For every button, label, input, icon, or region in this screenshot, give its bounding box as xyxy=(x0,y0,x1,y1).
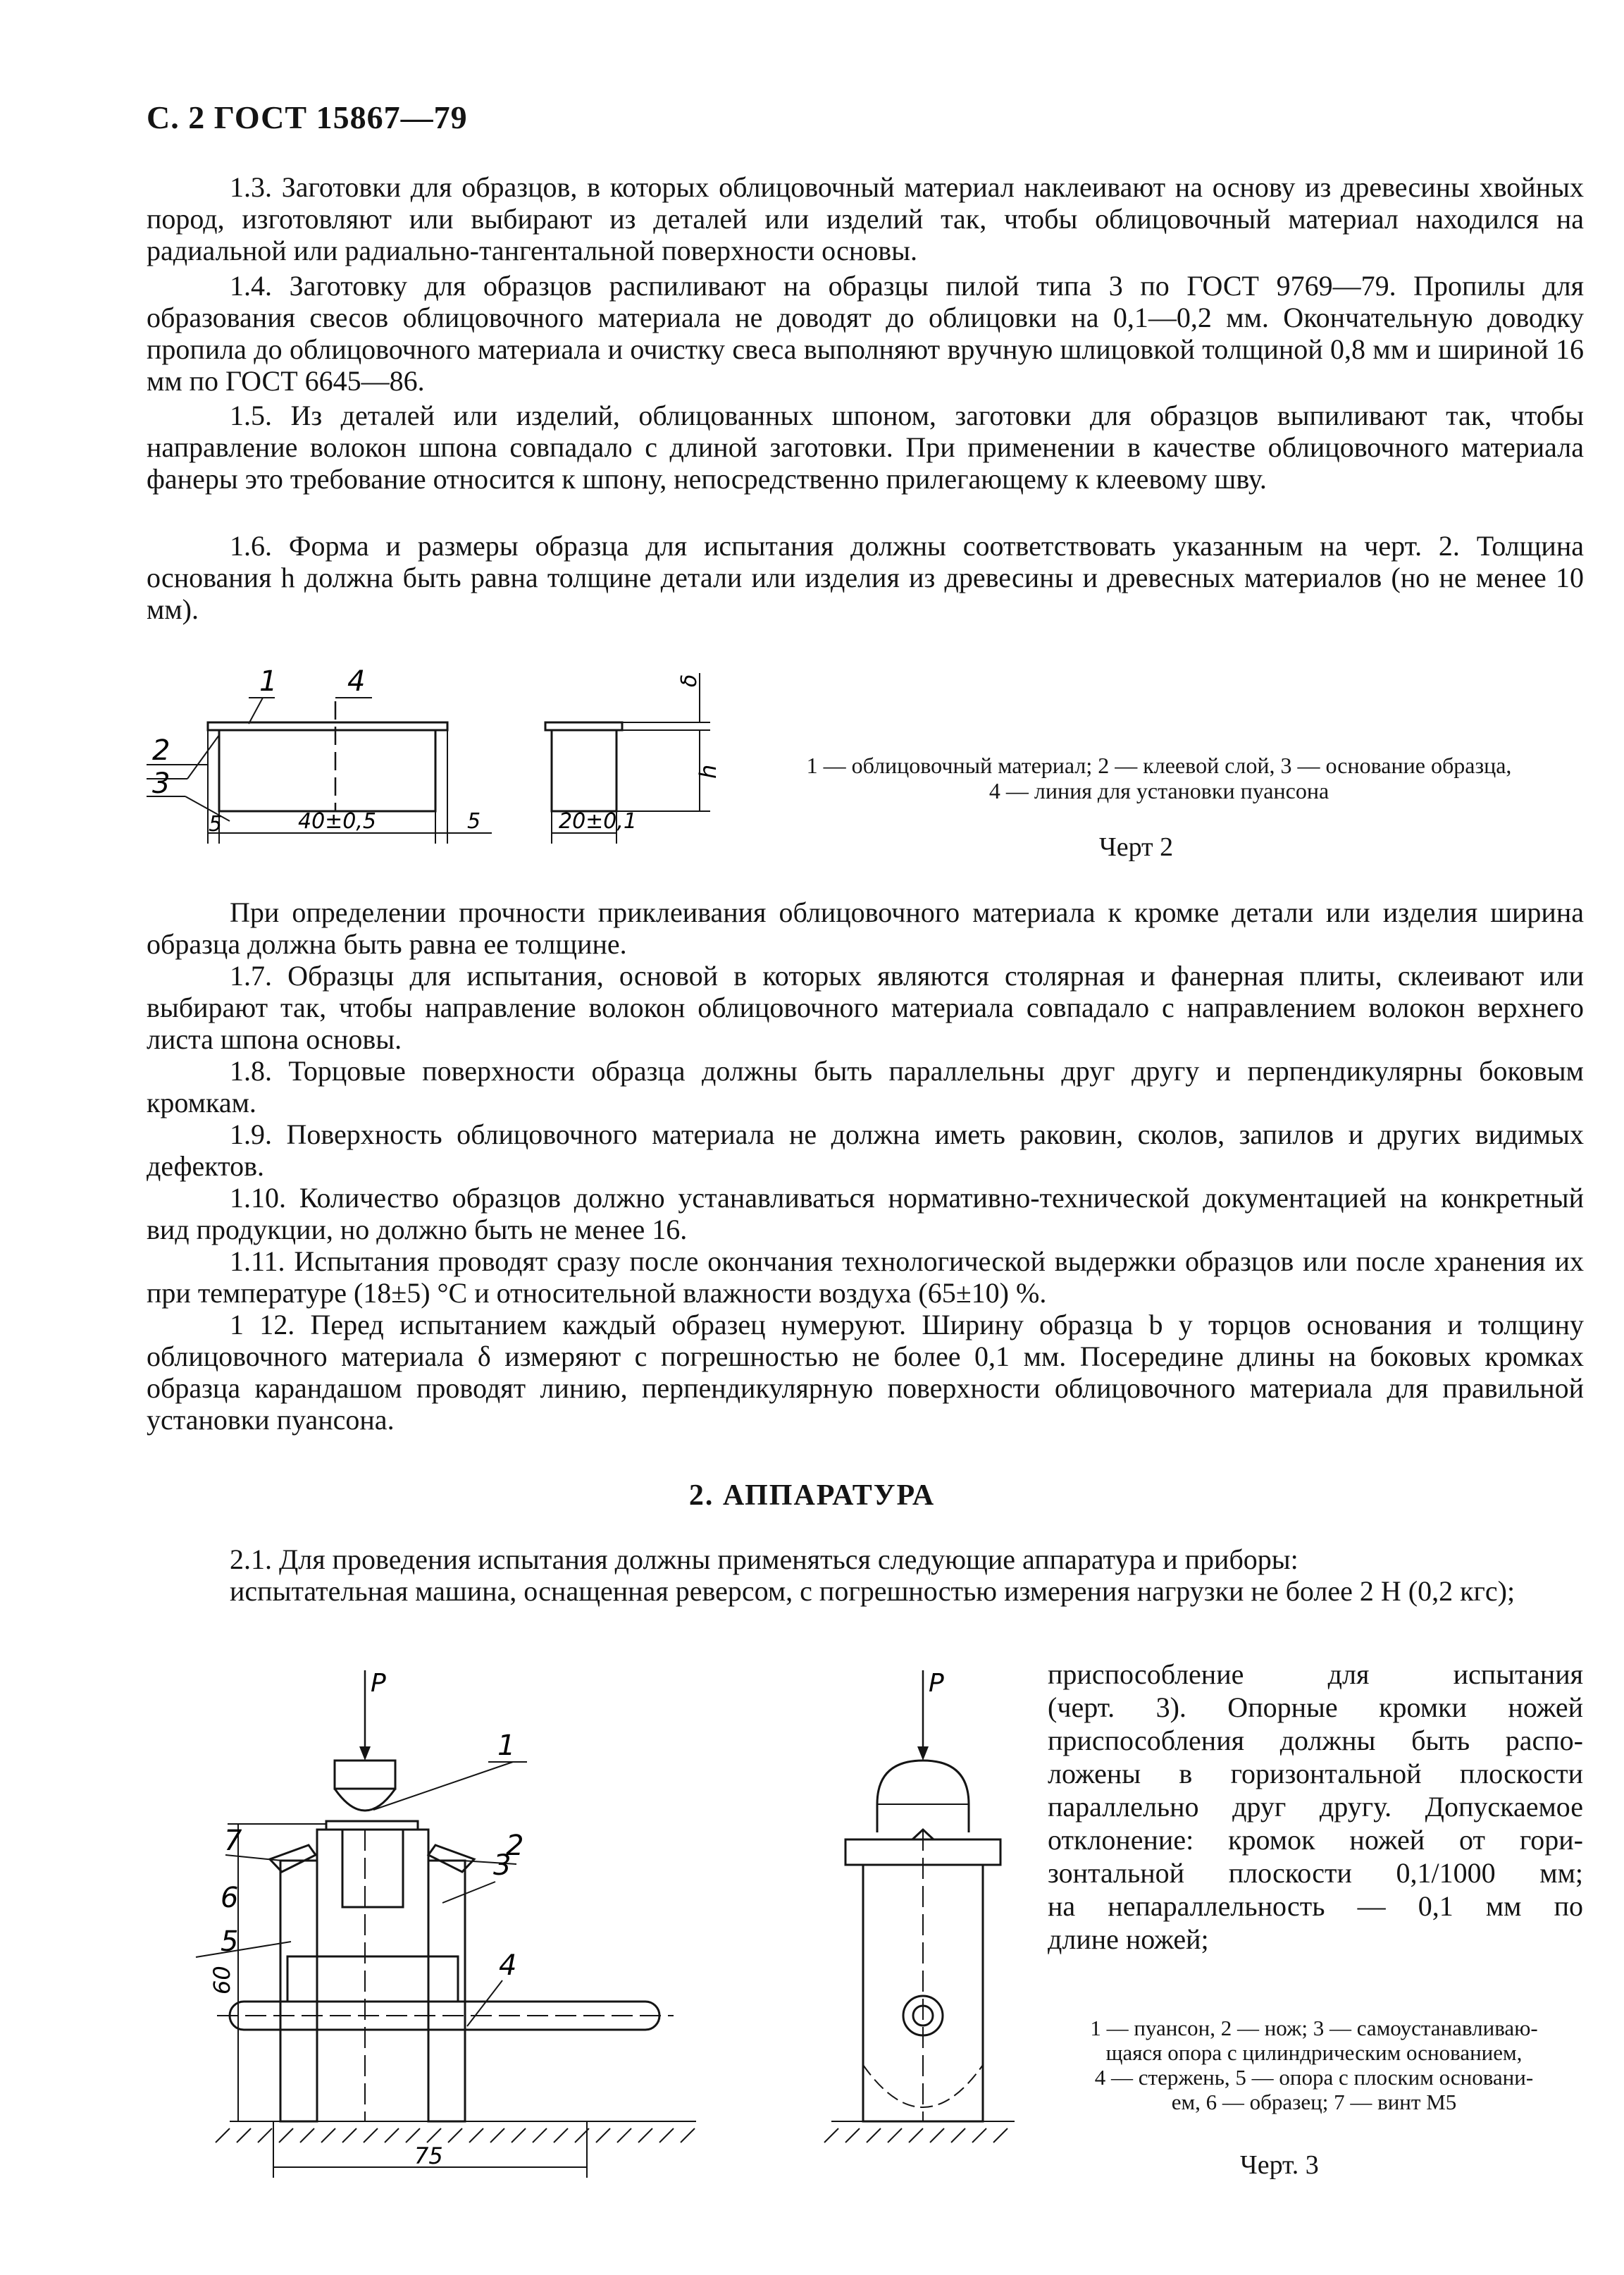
figure-3-front-view xyxy=(147,1669,745,2169)
figure-3-legend-line: щаяся опора с цилиндрическим основанием, xyxy=(1105,2040,1523,2065)
fig3-callout-4: 4 xyxy=(499,1949,517,1982)
figure-3-label: Черт. 3 xyxy=(1240,2150,1319,2180)
fig3-dim-width: 75 xyxy=(414,2143,443,2169)
paragraph-1-12: 1 12. Перед испытанием каждый образец нумеруют. Ширину образца b у торцов основания и толщину облицовочного материала δ измеряют с погрешностью не более 0,1 мм. Посередине длины на боковых кромках образца карандашом проводят линию, перпендикулярную поверхности облицовочного материала для правильной установки пуансона. xyxy=(147,1309,1584,1436)
figure-3-legend-line: ем, 6 — образец; 7 — винт М5 xyxy=(1171,2090,1457,2114)
figure-3-legend-line: 1 — пуансон, 2 — нож; 3 — самоустанавливаю- xyxy=(1090,2016,1538,2040)
fig2-callout-4: 4 xyxy=(347,665,366,698)
fixture-text-line: зонтальной плоскости 0,1/1000 мм; xyxy=(1048,1857,1583,1889)
fig3-callout-7: 7 xyxy=(224,1825,242,1857)
paragraph-1-10: 1.10. Количество образцов должно устанавливаться нормативно-технической документацией на конкретный вид продукции, но должно быть не менее 16. xyxy=(147,1182,1584,1245)
fig2-dim-length: 40±0,5 xyxy=(298,809,377,834)
fixture-text-line: ложены в горизонтальной плоскости xyxy=(1048,1758,1583,1789)
fig2-dim-left: 5 xyxy=(209,812,223,837)
paragraph-1-6: 1.6. Форма и размеры образца для испытания должны соответствовать указанным на черт. 2. Толщина основания h должна быть равна толщине детали или изделия из древесины и древесных материалов (но не менее 10 мм). xyxy=(147,530,1584,625)
figure-3-legend xyxy=(1036,2016,1592,2114)
paragraph-1-3: 1.3. Заготовки для образцов, в которых облицовочный материал наклеивают на основу из древесины хвойных пород, изготовляют или выбирают из деталей или изделий так, чтобы облицовочный материал находился на радиальной или радиально-тангентальной поверхности основы. xyxy=(147,171,1584,266)
fixture-text-line: отклонение: кромок ножей от гори- xyxy=(1048,1824,1583,1856)
fixture-text-line: приспособления должны быть распо- xyxy=(1048,1725,1583,1756)
fig2-dim-right: 5 xyxy=(467,809,481,834)
fig3-callout-3: 3 xyxy=(493,1849,512,1882)
figure-2-legend xyxy=(736,753,1582,803)
fig2-dim-h: h xyxy=(695,764,721,779)
paragraph-1-9: 1.9. Поверхность облицовочного материала не должна иметь раковин, сколов, запилов и других видимых дефектов. xyxy=(147,1118,1584,1182)
figure-2-label: Черт 2 xyxy=(1099,832,1174,862)
fig2-dim-width: 20±0,1 xyxy=(559,809,638,834)
fig3-dim-height: 60 xyxy=(209,1966,235,1995)
fig3-callout-5: 5 xyxy=(221,1925,239,1958)
fig3-callout-1: 1 xyxy=(497,1730,516,1762)
paragraph-edge: При определении прочности приклеивания облицовочного материала к кромке детали или изделия ширина образца должна быть равна ее толщине. xyxy=(147,896,1584,960)
paragraph-machine: испытательная машина, оснащенная реверсом, с погрешностью измерения нагрузки не более 2 Н (0,2 кгс); xyxy=(230,1575,1515,1607)
paragraph-fixture xyxy=(1048,1658,1583,1956)
fixture-text-line: параллельно друг другу. Допускаемое xyxy=(1048,1791,1583,1823)
page-header: С. 2 ГОСТ 15867—79 xyxy=(147,99,468,135)
fig3-callout-2: 2 xyxy=(506,1830,524,1862)
fixture-text-line: приспособление для испытания xyxy=(1048,1658,1583,1690)
paragraph-1-8: 1.8. Торцовые поверхности образца должны быть параллельны друг другу и перпендикулярны боковым кромкам. xyxy=(147,1055,1584,1118)
fig3-load-label-front: P xyxy=(371,1669,386,1698)
figure-2-legend-line: 1 — облицовочный материал; 2 — клеевой слой, 3 — основание образца, xyxy=(806,753,1512,778)
figure-3-side-view xyxy=(831,1670,1036,2135)
paragraph-2-1: 2.1. Для проведения испытания должны применяться следующие аппаратура и приборы: xyxy=(230,1543,1298,1575)
section-title-apparatus: 2. АППАРАТУРА xyxy=(688,1479,936,1512)
figure-3-legend-line: 4 — стержень, 5 — опора с плоским основани- xyxy=(1094,2065,1534,2090)
fig2-callout-3: 3 xyxy=(152,767,171,800)
fixture-text-line: на непараллельность — 0,1 мм по xyxy=(1048,1890,1583,1922)
figure-2-legend-line: 4 — линия для установки пуансона xyxy=(988,778,1329,803)
paragraph-1-4: 1.4. Заготовку для образцов распиливают на образцы пилой типа 3 по ГОСТ 9769—79. Пропилы для образования свесов облицовочного материала не доводят до облицовки на 0,1—0,2 мм. Окончательную доводку пропила до облицовочного материала и очистку свеса выполняют вручную шлицовкой толщиной 0,8 мм и шириной 16 мм по ГОСТ 6645—86. xyxy=(147,270,1584,397)
paragraph-1-5: 1.5. Из деталей или изделий, облицованных шпоном, заготовки для образцов выпиливают так, чтобы направление волокон шпона совпадало с длиной заготовки. При применении в качестве облицовочного материала фанеры это требование относится к шпону, непосредственно прилегающему к клеевому шву. xyxy=(147,400,1584,495)
fixture-text-line: (черт. 3). Опорные кромки ножей xyxy=(1048,1691,1583,1723)
fixture-text-line: длине ножей; xyxy=(1048,1923,1209,1955)
fig2-callout-2: 2 xyxy=(152,734,171,767)
fig2-dim-delta: δ xyxy=(677,674,702,687)
paragraph-1-11: 1.11. Испытания проводят сразу после окончания технологической выдержки образцов или после хранения их при температуре (18±5) °С и относительной влажности воздуха (65±10) %. xyxy=(147,1245,1584,1309)
paragraph-1-7: 1.7. Образцы для испытания, основой в которых являются столярная и фанерная плиты, склеивают или выбирают так, чтобы направление волокон облицовочного материала совпадало с направлением волокон верхнего листа шпона основы. xyxy=(147,960,1584,1055)
fig2-callout-1: 1 xyxy=(259,665,278,698)
fig3-callout-6: 6 xyxy=(221,1882,239,1914)
fig3-load-label-side: P xyxy=(929,1669,944,1698)
